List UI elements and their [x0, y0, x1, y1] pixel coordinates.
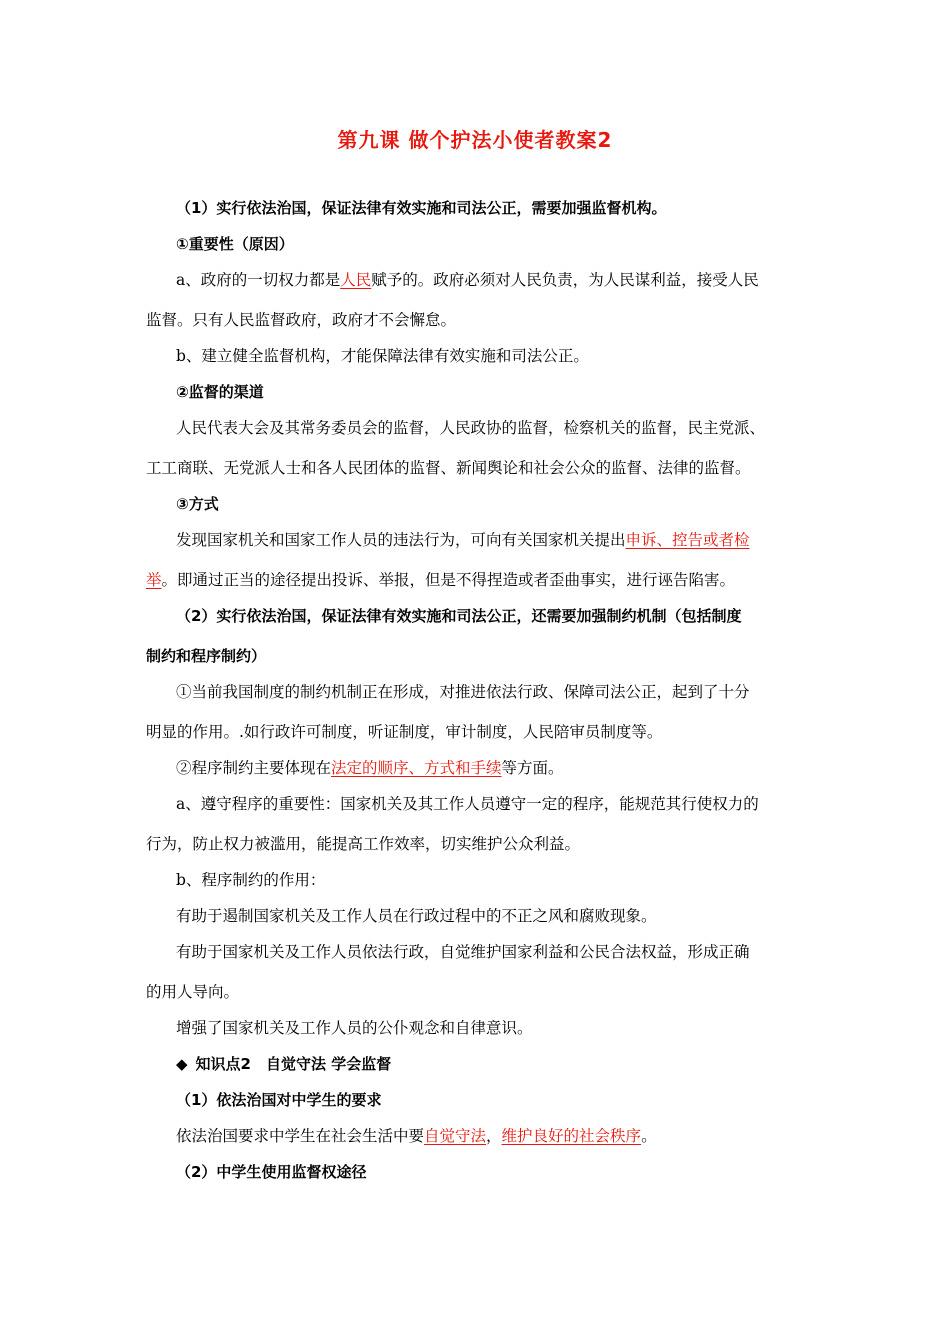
section-heading-constraints: （2）实行依法治国，保证法律有效实施和司法公正，还需要加强制约机制（包括制度 [176, 607, 742, 625]
highlighted-term: 法定的顺序、方式和手续 [331, 759, 502, 777]
paragraph-line: 工工商联、无党派人士和各人民团体的监督、新闻舆论和社会公众的监督、法律的监督。 [146, 459, 751, 477]
paragraph-line: 增强了国家机关及工作人员的公仆观念和自律意识。 [176, 1019, 533, 1037]
paragraph-line: ①当前我国制度的制约机制正在形成，对推进依法行政、保障司法公正，起到了十分 [176, 683, 750, 701]
section-heading-constraints-cont: 制约和程序制约） [146, 647, 267, 665]
subheading-methods: ③方式 [176, 495, 219, 513]
paragraph-line: 的用人导向。 [146, 983, 240, 1001]
paragraph-line: b、建立健全监督机构，才能保障法律有效实施和司法公正。 [176, 347, 589, 365]
paragraph-line: 监督。只有人民监督政府，政府才不会懈怠。 [146, 311, 457, 329]
paragraph-line: 人民代表大会及其常务委员会的监督，人民政协的监督，检察机关的监督，民主党派、 [176, 419, 766, 437]
section-heading-supervision: （1）实行依法治国，保证法律有效实施和司法公正，需要加强监督机构。 [176, 199, 667, 217]
highlighted-term: 人民 [340, 271, 372, 289]
paragraph-line: 有助于遏制国家机关及工作人员在行政过程中的不正之风和腐败现象。 [176, 907, 657, 925]
paragraph-line: 有助于国家机关及工作人员依法行政，自觉维护国家利益和公民合法权益，形成正确 [176, 943, 750, 961]
highlighted-term: 申诉、控告或者检 [625, 531, 750, 549]
subheading-requirements: （1）依法治国对中学生的要求 [176, 1091, 382, 1109]
paragraph-line: b、程序制约的作用： [176, 871, 326, 889]
paragraph-line: 明显的作用。.如行政许可制度，听证制度，审计制度，人民陪审员制度等。 [146, 723, 663, 741]
paragraph-line: 行为，防止权力被滥用，能提高工作效率，切实维护公众利益。 [146, 835, 581, 853]
paragraph-line: a、遵守程序的重要性：国家机关及其工作人员遵守一定的程序，能规范其行使权力的 [176, 795, 759, 813]
paragraph-line: 发现国家机关和国家工作人员的违法行为，可向有关国家机关提出申诉、控告或者检 [176, 531, 750, 549]
paragraph-line: ②程序制约主要体现在法定的顺序、方式和手续等方面。 [176, 759, 564, 777]
highlighted-term: 举 [146, 571, 162, 589]
highlighted-term: 自觉守法 [424, 1127, 487, 1145]
subheading-importance: ①重要性（原因） [176, 235, 294, 253]
diamond-icon: ◆ [176, 1055, 188, 1073]
knowledge-point-heading: ◆ 知识点2 自觉守法 学会监督 [176, 1055, 392, 1073]
paragraph-line: 举。即通过正当的途径提出投诉、举报，但是不得捏造或者歪曲事实，进行诬告陷害。 [146, 571, 736, 589]
page-title: 第九课 做个护法小使者教案2 [337, 128, 613, 152]
paragraph-line: 依法治国要求中学生在社会生活中要自觉守法，维护良好的社会秩序。 [176, 1127, 657, 1145]
highlighted-term: 维护良好的社会秩序 [501, 1127, 642, 1145]
subheading-channels: ②监督的渠道 [176, 383, 264, 401]
paragraph-line: a、政府的一切权力都是人民赋予的。政府必须对人民负责，为人民谋利益，接受人民 [176, 271, 759, 289]
subheading-supervision-channels: （2）中学生使用监督权途径 [176, 1163, 367, 1181]
